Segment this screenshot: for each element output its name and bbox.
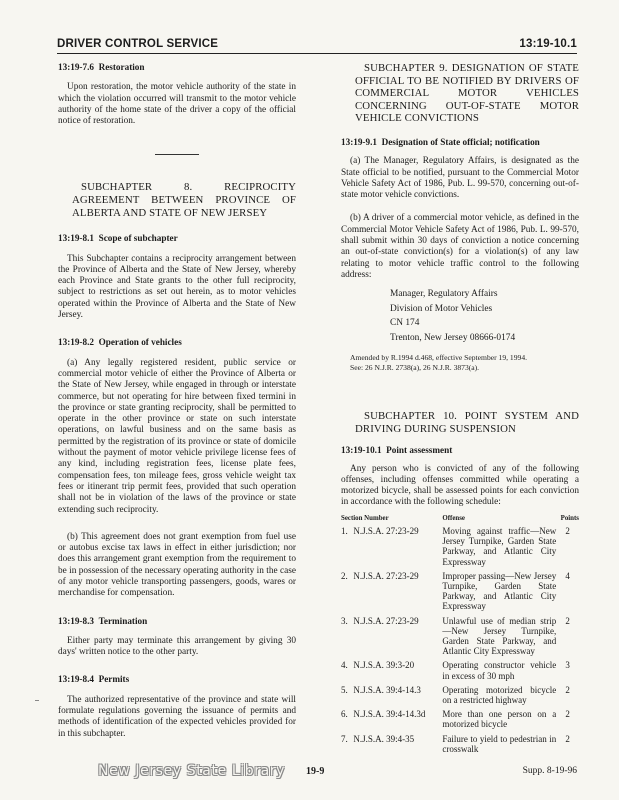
column-header-section: Section Number	[341, 514, 389, 522]
section-heading: 13:19-8.4 Permits	[58, 674, 130, 685]
section-heading: 13:19-8.3 Termination	[58, 615, 148, 626]
paragraph: (a) Any legally registered resident, public service or commercial motor vehicle of either the Province of Alberta or the State of New Jersey, while engaged in through or interstate commerce, but not operating for hire between fixed termini in the province or state granting reciprocity, shall be permitted to operate in the other province or state on such interstate operations, on lawful business and on the same basis as permitted by the registration of its province or state of domicile without the payment of motor vehicle privilege license fees of any kind, including registration fees, license plate fees, compensation fees, ton mileage fees, gross vehicle weight tax fees or itinerant trip permit fees, provided that such operation shall not be in violation of the laws of the province or state extending such reciprocity.	[58, 357, 296, 515]
subchapter-heading: SUBCHAPTER 8. RECIPROCITY AGREEMENT BETWEEN PROVINCE OF ALBERTA AND STATE OF NEW JERSEY	[72, 181, 296, 219]
library-watermark: New Jersey State Library	[98, 763, 285, 779]
section-heading: 13:19-8.1 Scope of subchapter	[58, 233, 178, 244]
left-column	[58, 62, 296, 740]
paragraph: Upon restoration, the motor vehicle authority of the state in which the violation occurred will transmit to the motor vehicle authority of the home state of the driver a copy of the official notice of restoration.	[58, 82, 296, 127]
section-heading: 13:19-7.6 Restoration	[58, 62, 145, 72]
paragraph: (b) This agreement does not grant exemption from fuel use or autobus excise tax laws in effect in either jurisdiction; nor does this arrangement grant exemption from the requirement to be in possession of the necessary operating authority in the case of any motor vehicle transporting passengers, goods, wares or merchandise for compensation.	[58, 531, 296, 599]
table-row: 2. N.J.S.A. 27:23-29 Improper passing—New Jersey Turnpike, Garden State Parkway, and Atlantic City Expressway 4	[341, 570, 570, 612]
table-row: 6. N.J.S.A. 39:4-14.3d More than one person on a motorized bicycle 2	[341, 709, 570, 730]
page-footer	[0, 763, 619, 783]
table-row: 1. N.J.S.A. 27:23-29 Moving against traffic—New Jersey Turnpike, Garden State Parkway, and Atlantic City Expressway 2	[341, 525, 570, 567]
amendment-note: Amended by R.1994 d.468, effective September 19, 1994.	[350, 353, 528, 363]
column-header-points: Points	[560, 514, 579, 522]
table-row: 5. N.J.S.A. 39:4-14.3 Operating motorized bicycle on a restricted highway 2	[341, 684, 570, 705]
header-rule	[57, 53, 577, 54]
table-row: 3. N.J.S.A. 27:23-29 Unlawful use of median strip—New Jersey Turnpike, Garden State Parkway, and Atlantic City Expressway 2	[341, 615, 570, 657]
running-header	[57, 38, 577, 52]
table-row: 7. N.J.S.A. 39:4-35 Failure to yield to pedestrian in crosswalk 2	[341, 733, 570, 754]
paragraph: Either party may terminate this arrangement by giving 30 days' written notice to the other party.	[58, 635, 296, 658]
subchapter-heading: SUBCHAPTER 9. DESIGNATION OF STATE OFFICIAL TO BE NOTIFIED BY DRIVERS OF COMMERCIAL MOTOR VEHICLES CONCERNING OUT-OF-STATE MOTOR VEHICLE CONVICTIONS	[355, 62, 579, 125]
section-heading: 13:19-9.1 Designation of State official; notification	[341, 136, 540, 147]
section-heading: 13:19-10.1 Point assessment	[341, 445, 453, 456]
subchapter-heading: SUBCHAPTER 10. POINT SYSTEM AND DRIVING DURING SUSPENSION	[355, 410, 579, 435]
supplement-date: Supp. 8-19-96	[522, 766, 577, 776]
right-column	[341, 62, 579, 758]
mailing-address: Manager, Regulatory Affairs Division of Motor Vehicles CN 174 Trenton, New Jersey 08666-0174	[390, 289, 516, 343]
section-heading: 13:19-8.2 Operation of vehicles	[58, 337, 182, 348]
page-number: 19-9	[306, 766, 325, 777]
paragraph: Any person who is convicted of any of the following offenses, including offenses committed while operating a motorized bicycle, shall be assessed points for each conviction in accordance with the following schedule:	[341, 463, 579, 508]
point-schedule-table	[341, 514, 579, 758]
amendment-note: See: 26 N.J.R. 2738(a), 26 N.J.R. 3873(a).	[350, 362, 480, 372]
paragraph: (b) A driver of a commercial motor vehicle, as defined in the Commercial Motor Vehicle Safety Act of 1986, Pub. L. 99-570, shall submit within 30 days of conviction a notice concerning an out-of-state conviction(s) for a violation(s) of any law relating to motor vehicle traffic control to the following address:	[341, 213, 579, 280]
table-row: 4. N.J.S.A. 39:3-20 Operating constructor vehicle in excess of 30 mph 3	[341, 660, 570, 681]
header-section-range: 13:19-10.1	[519, 38, 577, 50]
margin-mark	[35, 700, 39, 701]
paragraph: (a) The Manager, Regulatory Affairs, is designated as the State official to be notified, pursuant to the Commercial Motor Vehicle Safety Act of 1986, Pub. L. 99-570, concerning out-of-state motor vehicle convictions.	[341, 156, 579, 201]
header-title: DRIVER CONTROL SERVICE	[57, 38, 219, 50]
paragraph: The authorized representative of the province and state will formulate regulations governing the issuance of permits and methods of identification of the expected vehicles provided for in this subchapter.	[58, 694, 296, 739]
paragraph: This Subchapter contains a reciprocity arrangement between the Province of Alberta and the State of New Jersey, whereby each Province and State grants to the other full reciprocity, subject to restrictions as set out herein, as to motor vehicles operated within the Province of Alberta and the State of New Jersey.	[58, 253, 296, 321]
column-header-offense: Offense	[442, 514, 465, 522]
